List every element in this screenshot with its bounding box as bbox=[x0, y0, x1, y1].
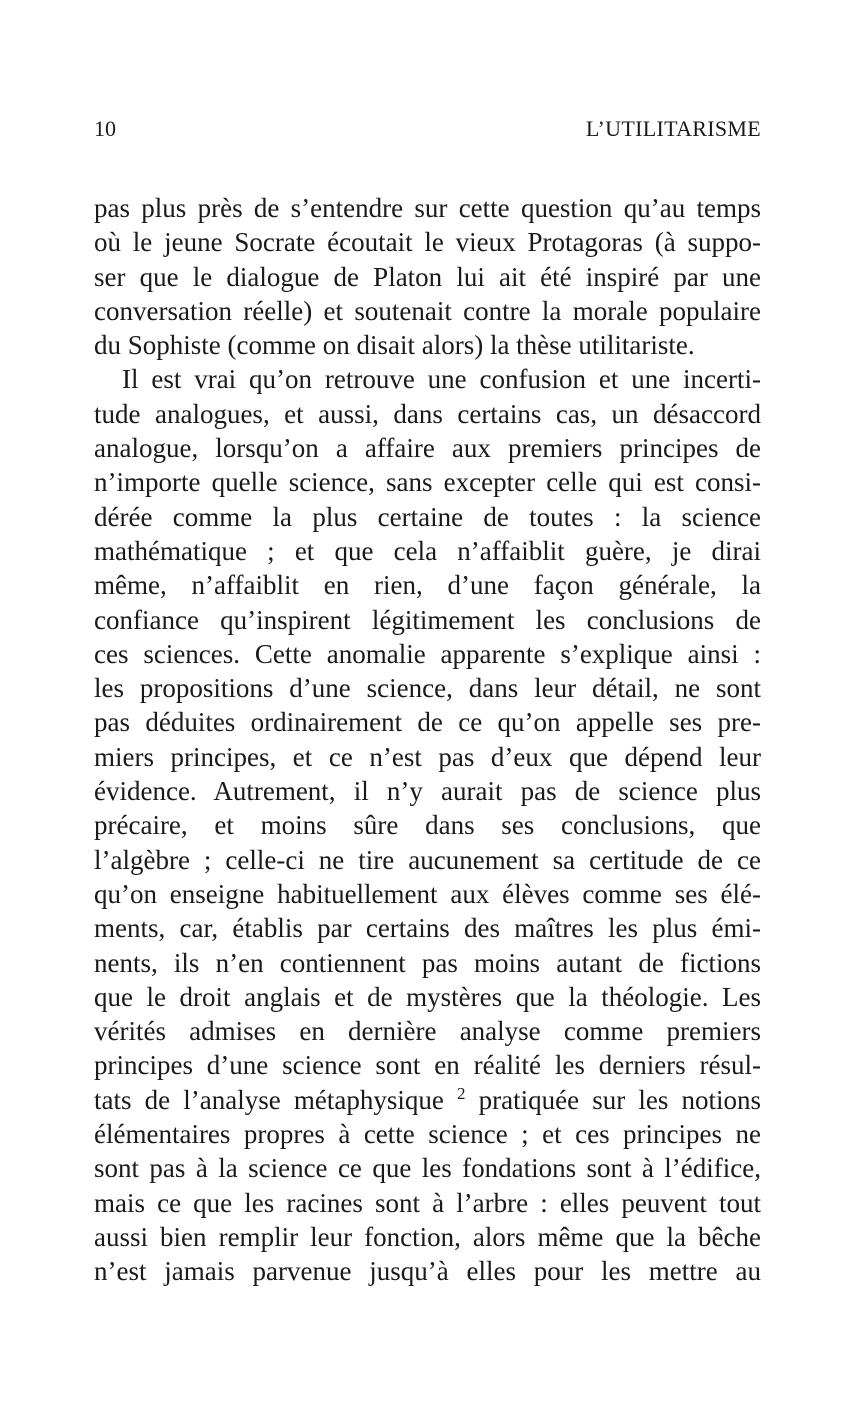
text-line: l’algèbre ; celle-ci ne tire aucunement sa certitude de ce bbox=[94, 844, 761, 875]
text-line: que le droit anglais et de mystères que la théologie. Les bbox=[94, 981, 761, 1012]
text-line: pas plus près de s’entendre sur cette question qu’au temps bbox=[94, 193, 761, 223]
text-line: n’est jamais parvenue jusqu’à elles pour les mettre au bbox=[94, 1256, 761, 1287]
text-line: nents, ils n’en contiennent pas moins autant de fictions bbox=[94, 947, 761, 978]
text-fragment: tats de l’analyse métaphysique bbox=[94, 1084, 457, 1115]
text-line: les propositions d’une science, dans leur détail, ne sont bbox=[94, 673, 761, 704]
text-line: ces sciences. Cette anomalie apparente s’explique ainsi : bbox=[94, 638, 761, 669]
text-line: élémentaires propres à cette science ; et ces principes ne bbox=[94, 1119, 761, 1150]
text-line: analogue, lorsqu’on a affaire aux premiers principes de bbox=[94, 433, 761, 464]
text-fragment: pratiquée sur les notions bbox=[465, 1084, 761, 1115]
footnote-reference[interactable]: 2 bbox=[456, 1083, 466, 1103]
text-line: ser que le dialogue de Platon lui ait été inspiré par une bbox=[94, 261, 761, 292]
text-line: évidence. Autrement, il n’y aurait pas de science plus bbox=[94, 776, 761, 807]
text-line: vérités admises en dernière analyse comme premiers bbox=[94, 1016, 761, 1047]
running-title: L’UTILITARISME bbox=[585, 116, 761, 141]
text-line-with-footnote bbox=[94, 1083, 761, 1117]
text-line: qu’on enseigne habituellement aux élèves comme ses élé- bbox=[94, 878, 761, 909]
text-line: n’importe quelle science, sans excepter celle qui est consi- bbox=[94, 467, 761, 498]
text-line: précaire, et moins sûre dans ses conclusions, que bbox=[94, 810, 761, 841]
text-line: principes d’une science sont en réalité les derniers résul- bbox=[94, 1050, 761, 1081]
text-line: ments, car, établis par certains des maîtres les plus émi- bbox=[94, 913, 761, 944]
body-text bbox=[94, 191, 761, 1289]
text-line: mais ce que les racines sont à l’arbre : elles peuvent tout bbox=[94, 1187, 761, 1218]
page-number: 10 bbox=[94, 116, 116, 141]
text-line: miers principes, et ce n’est pas d’eux que dépend leur bbox=[94, 741, 761, 772]
text-line: dérée comme la plus certaine de toutes : la science bbox=[94, 501, 761, 532]
paragraph-2 bbox=[94, 362, 761, 1288]
text-line: conversation réelle) et soutenait contre la morale populaire bbox=[94, 295, 761, 326]
text-line: pas déduites ordinairement de ce qu’on appelle ses pre- bbox=[94, 707, 761, 738]
text-line: Il est vrai qu’on retrouve une confusion et une incerti- bbox=[122, 364, 761, 395]
text-line: aussi bien remplir leur fonction, alors même que la bêche bbox=[94, 1221, 761, 1252]
page-header bbox=[94, 112, 761, 146]
paragraph-1 bbox=[94, 191, 761, 362]
text-line: où le jeune Socrate écoutait le vieux Protagoras (à suppo- bbox=[94, 227, 761, 258]
text-line: même, n’affaiblit en rien, d’une façon générale, la bbox=[94, 570, 761, 601]
text-line: du Sophiste (comme on disait alors) la thèse utilitariste. bbox=[94, 330, 695, 361]
text-line: confiance qu’inspirent légitimement les conclusions de bbox=[94, 604, 761, 635]
text-line: sont pas à la science ce que les fondations sont à l’édifice, bbox=[94, 1153, 761, 1184]
text-line: tude analogues, et aussi, dans certains cas, un désaccord bbox=[94, 398, 761, 429]
text-line: mathématique ; et que cela n’affaiblit guère, je dirai bbox=[94, 535, 761, 566]
